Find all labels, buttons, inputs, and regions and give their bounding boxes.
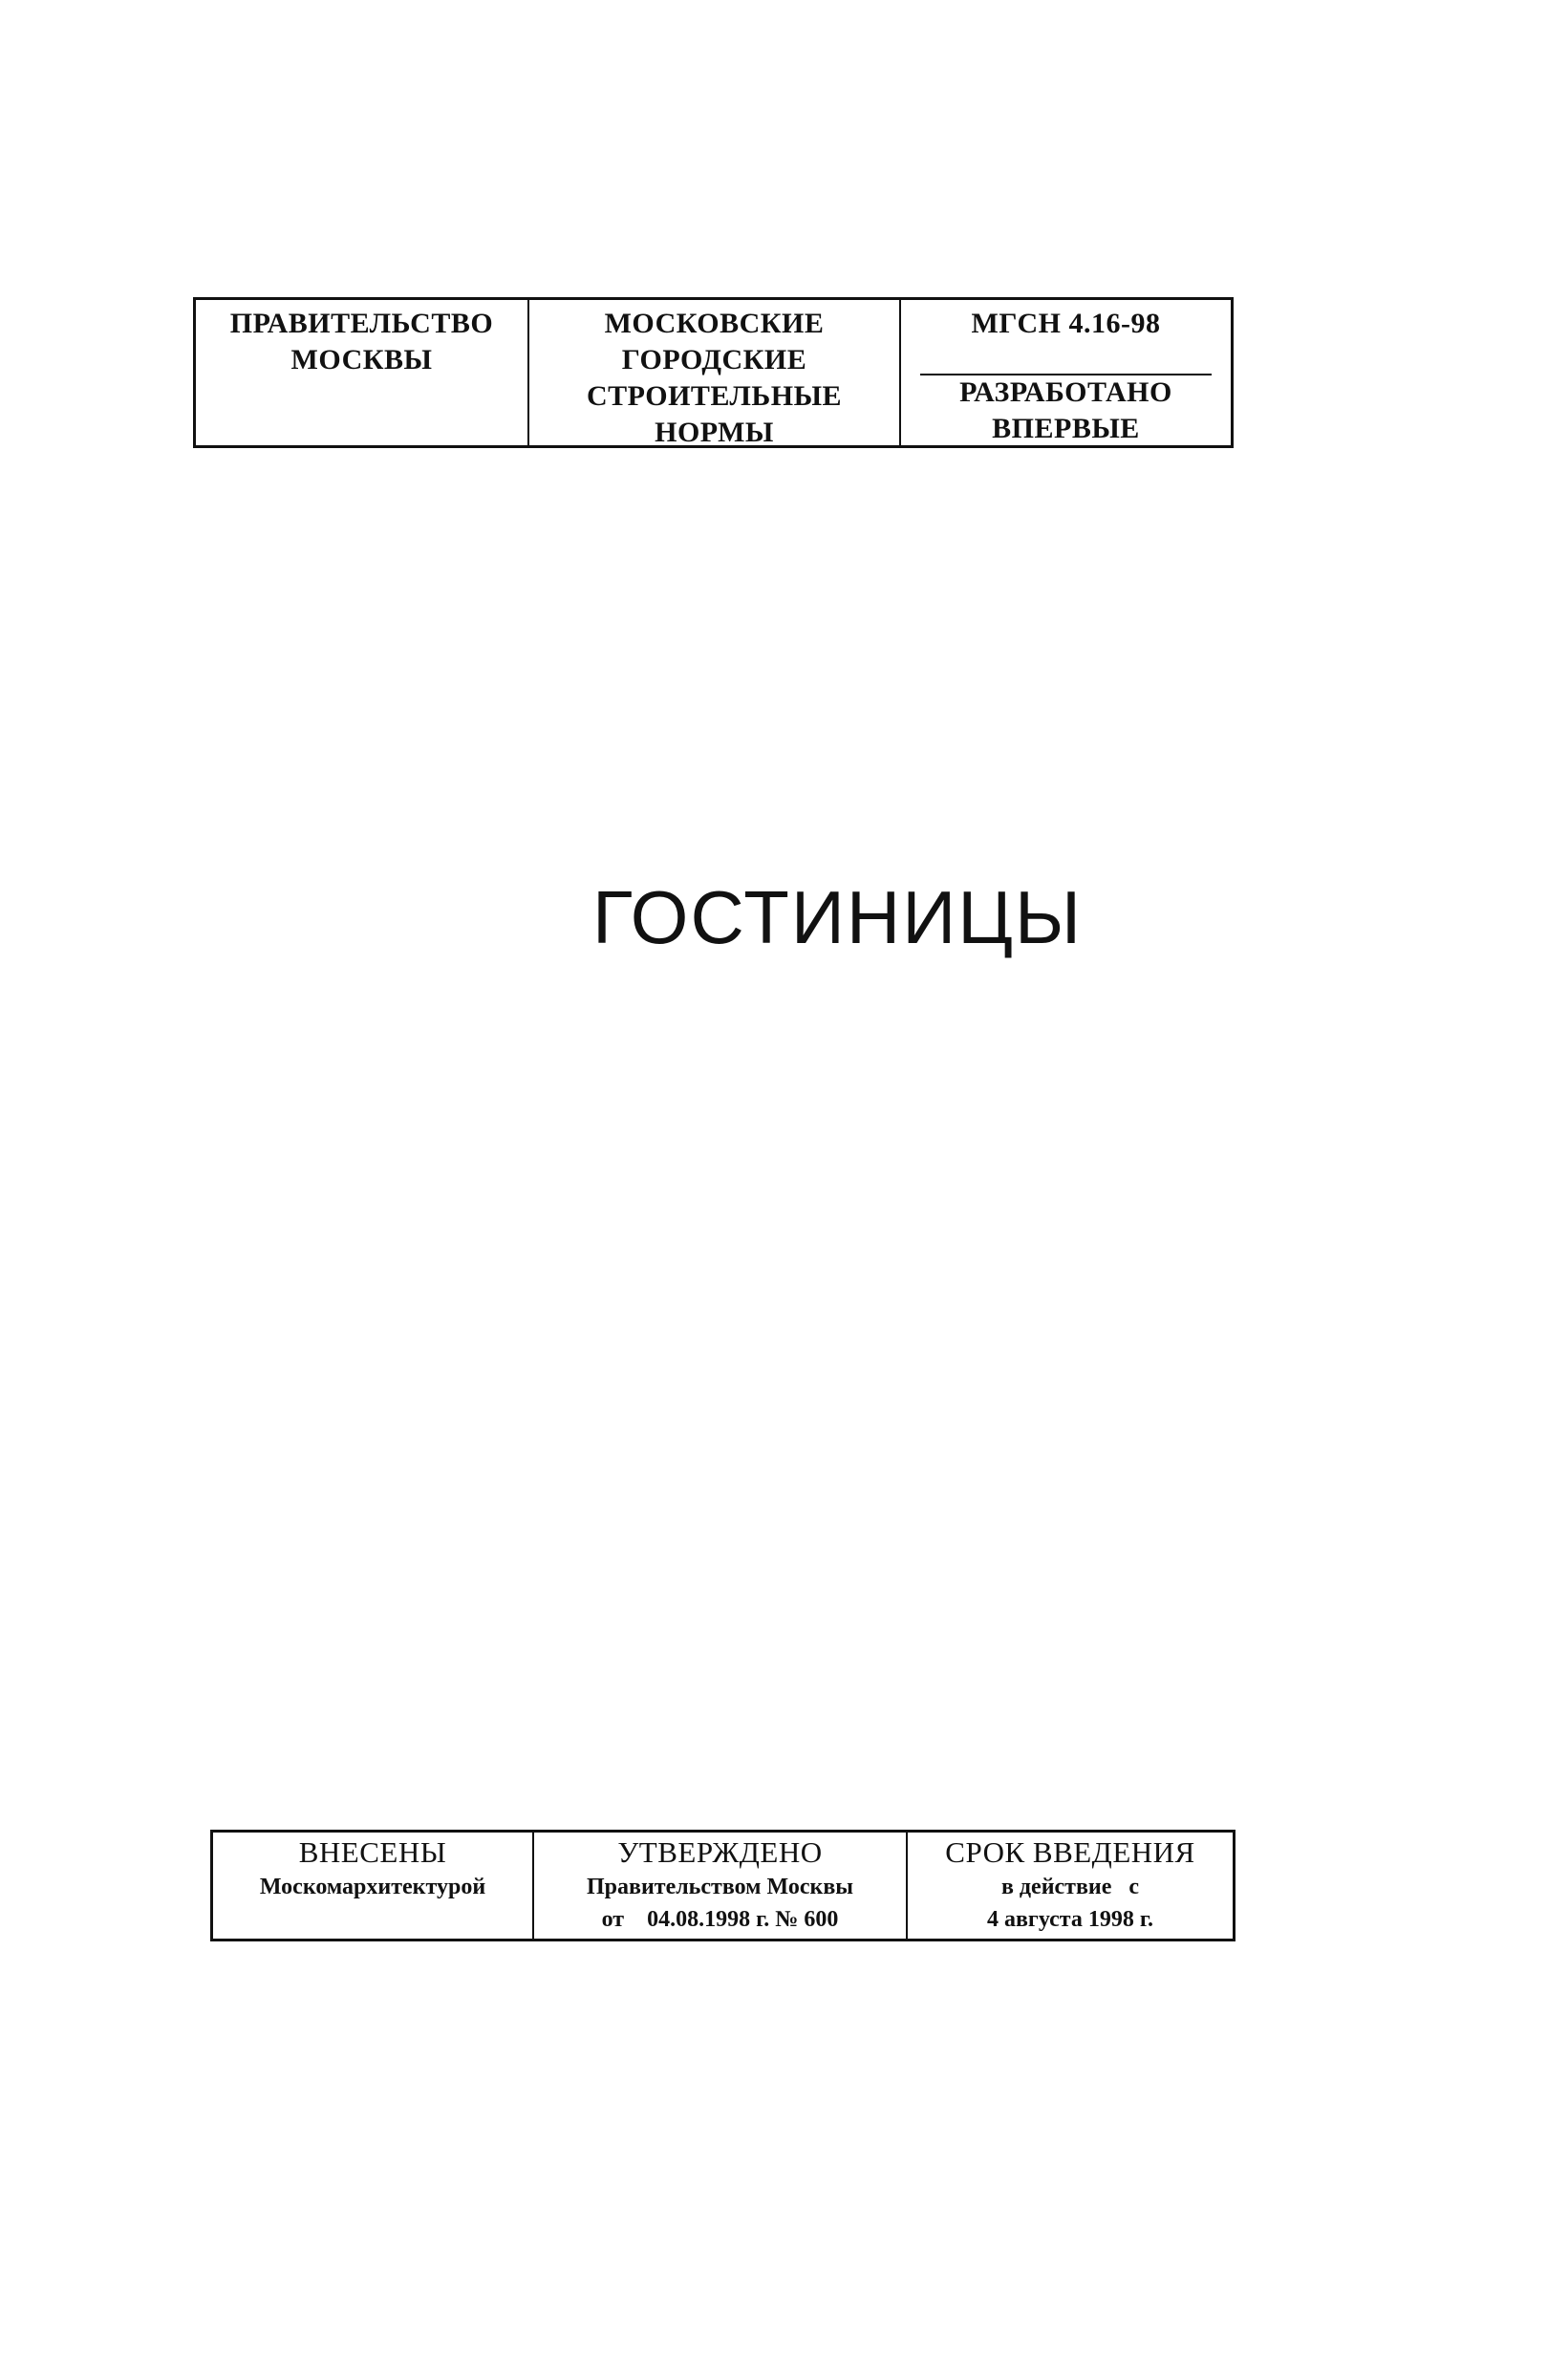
- effective-line-1: в действие с: [1000, 1875, 1140, 1899]
- status-line-1: РАЗРАБОТАНО: [959, 376, 1172, 408]
- status-block: [901, 375, 1231, 447]
- document-title: ГОСТИНИЦЫ: [591, 875, 1084, 959]
- document-code: МГСН 4.16-98: [971, 308, 1161, 339]
- norm-type-line-2: ГОРОДСКИЕ: [621, 344, 807, 375]
- header-table: [193, 297, 1234, 448]
- approved-cell: [534, 1833, 908, 1939]
- code-cell: [901, 300, 1231, 445]
- norm-type-cell: [529, 300, 901, 448]
- introduced-heading: ВНЕСЕНЫ: [298, 1835, 447, 1869]
- effective-line-2: 4 августа 1998 г.: [986, 1907, 1154, 1932]
- introduced-cell: [213, 1833, 534, 1939]
- authority-line-2: МОСКВЫ: [290, 344, 433, 375]
- approved-date: от 04.08.1998 г. № 600: [601, 1907, 839, 1932]
- status-line-2: ВПЕРВЫЕ: [992, 413, 1140, 444]
- norm-type-line-3: СТРОИТЕЛЬНЫЕ: [586, 380, 843, 412]
- norm-type-line-4: НОРМЫ: [655, 417, 774, 448]
- effective-cell: [908, 1833, 1233, 1939]
- footer-table: [210, 1830, 1235, 1941]
- authority-line-1: ПРАВИТЕЛЬСТВО: [229, 308, 494, 339]
- norm-type-line-1: МОСКОВСКИЕ: [604, 308, 825, 339]
- approved-by: Правительством Москвы: [586, 1875, 854, 1899]
- introduced-by: Москомархитектурой: [259, 1875, 486, 1899]
- approved-heading: УТВЕРЖДЕНО: [617, 1835, 823, 1869]
- effective-heading: СРОК ВВЕДЕНИЯ: [945, 1835, 1195, 1869]
- authority-cell: [196, 300, 529, 445]
